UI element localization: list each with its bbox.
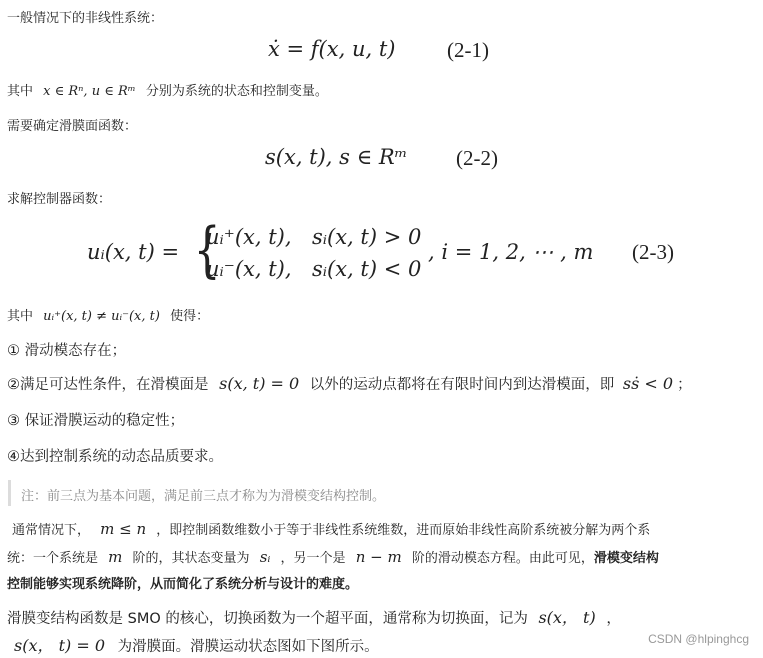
csdn-watermark: CSDN @hlpinghcg	[648, 632, 749, 646]
paragraph-line-2: 统：一个系统是 m 阶的，其状态变量为 sᵢ ，另一个是 n − m 阶的滑动模态方程。由此可见，滑模变结构	[7, 548, 659, 566]
note-block	[8, 480, 751, 506]
condition-intro-math: uᵢ⁺(x, t) ≠ uᵢ⁻(x, t)	[43, 309, 160, 324]
equation-2-2-body: s(x, t), s ∈ Rᵐ	[265, 145, 408, 169]
intro-line: 一般情况下的非线性系统：	[7, 11, 164, 26]
condition-intro: 其中 uᵢ⁺(x, t) ≠ uᵢ⁻(x, t) 使得：	[7, 309, 210, 324]
paragraph-line-5: s(x， t) = 0 为滑膜面。滑膜运动状态图如下图所示。	[14, 636, 379, 655]
variables-line: 其中 x ∈ Rⁿ, u ∈ Rᵐ 分别为系统的状态和控制变量。	[7, 84, 328, 99]
condition-2-math2: sṡ < 0	[622, 374, 674, 393]
sliding-surface-heading: 需要确定滑膜面函数：	[7, 119, 138, 134]
condition-3: ③ 保证滑膜运动的稳定性；	[7, 413, 185, 429]
condition-2-math: s(x, t) = 0	[219, 374, 300, 393]
condition-2: ②满足可达性条件，在滑模面是 s(x, t) = 0 以外的运动点都将在有限时间内到达滑模面，即 sṡ < 0 ；	[7, 374, 692, 393]
equation-2-3-case2: uᵢ⁻(x, t), sᵢ(x, t) < 0	[206, 257, 422, 281]
equation-2-3-number: (2-3)	[632, 240, 674, 264]
controller-heading: 求解控制器函数：	[7, 192, 112, 207]
variables-math: x ∈ Rⁿ, u ∈ Rᵐ	[43, 84, 136, 99]
equation-2-2-number: (2-2)	[456, 146, 498, 170]
paragraph-line-4: 滑膜变结构函数是 SMO 的核心，切换函数为一个超平面，通常称为切换面，记为 s(x， t) ，	[7, 608, 621, 627]
note-text: 注：前三点为基本问题，满足前三点才称为为滑模变结构控制。	[21, 489, 386, 504]
equation-2-3-lhs: uᵢ(x, t) =	[87, 240, 180, 264]
equation-2-3-case1: uᵢ⁺(x, t), sᵢ(x, t) > 0	[206, 225, 422, 249]
equation-2-3-index: , i = 1, 2, ⋯ , m	[428, 240, 594, 264]
condition-1: ① 滑动模态存在；	[7, 343, 127, 359]
equation-2-1-number: (2-1)	[447, 38, 489, 62]
paragraph-line-3: 控制能够实现系统降阶，从而简化了系统分析与设计的难度。	[7, 577, 359, 592]
left-brace: {	[193, 215, 221, 285]
equation-2-2	[265, 145, 408, 169]
equation-2-1-body: ẋ = f(x, u, t)	[268, 37, 396, 61]
equation-2-1	[268, 37, 395, 61]
paragraph-line-1: 通常情况下， m ≤ n ，即控制函数维数小于等于非线性系统维数，进而原始非线性高阶系统被分解为两个系	[12, 520, 651, 538]
condition-4: ④达到控制系统的动态品质要求。	[7, 449, 223, 465]
